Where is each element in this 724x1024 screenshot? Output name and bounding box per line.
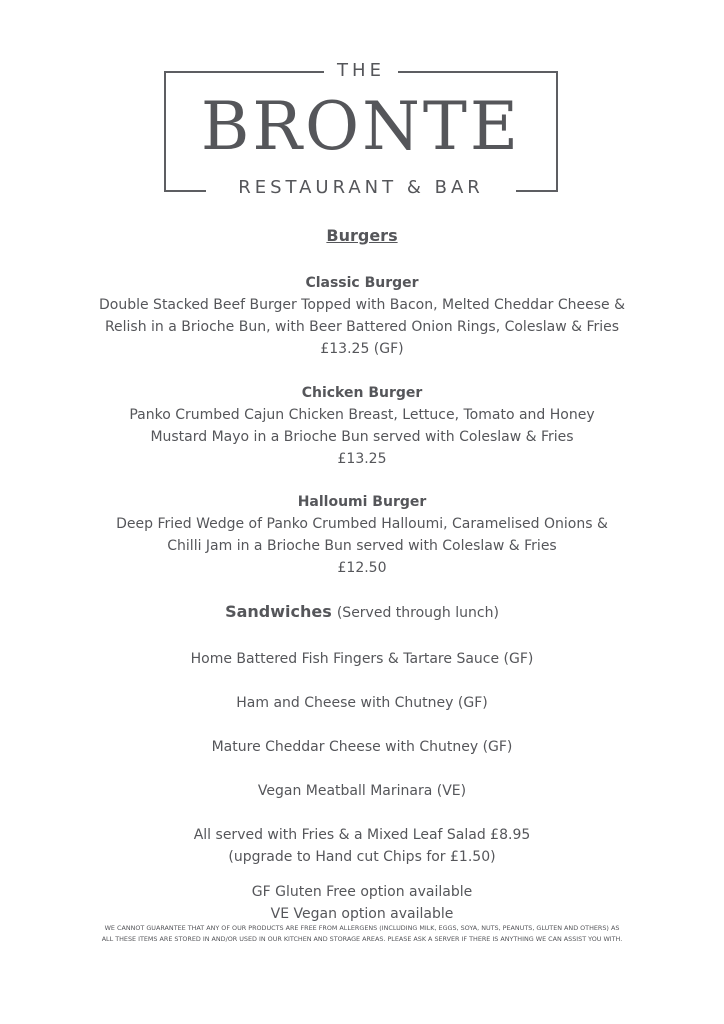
- sandwich-name: Home Battered Fish Fingers & Tartare Sauce (GF): [190, 651, 534, 667]
- sandwich-name: Mature Cheddar Cheese with Chutney (GF): [211, 739, 513, 755]
- sandwich-name: Ham and Cheese with Chutney (GF): [236, 695, 488, 711]
- disclaimer-line: ALL THESE ITEMS ARE STORED IN AND/OR USED IN OUR KITCHEN AND STORAGE AREAS. PLEASE ASK A SERVER IF THERE IS ANYTHING WE CAN ASSIST YOU WITH.: [101, 935, 623, 943]
- item-name: Chicken Burger: [301, 385, 423, 401]
- item-description: Relish in a Brioche Bun, with Beer Battered Onion Rings, Coleslaw & Fries: [104, 319, 620, 335]
- burgers-heading-block: [40, 226, 684, 245]
- upgrade-text: (upgrade to Hand cut Chips for £1.50): [228, 849, 496, 865]
- sandwiches-title: Sandwiches: [225, 602, 332, 621]
- menu-item-classic-burger: [40, 272, 684, 360]
- sandwich-name: Vegan Meatball Marinara (VE): [257, 783, 467, 799]
- sandwich-item: [40, 692, 684, 714]
- sandwiches-heading-block: [40, 602, 684, 621]
- sandwiches-note: (Served through lunch): [336, 605, 499, 621]
- item-name: Halloumi Burger: [297, 494, 427, 510]
- dietary-legend: [40, 881, 684, 925]
- restaurant-logo: [164, 60, 558, 198]
- logo-the: THE: [337, 60, 385, 81]
- item-description: Deep Fried Wedge of Panko Crumbed Halloumi, Caramelised Onions &: [116, 516, 608, 532]
- burgers-title: Burgers: [326, 226, 398, 245]
- menu-item-halloumi-burger: [40, 491, 684, 579]
- menu-item-chicken-burger: [40, 382, 684, 470]
- logo-name: BRONTE: [200, 88, 522, 165]
- item-description: Chilli Jam in a Brioche Bun served with Coleslaw & Fries: [167, 538, 557, 554]
- sandwich-item: [40, 780, 684, 802]
- item-price: £12.50: [337, 560, 387, 576]
- legend-vegan: VE Vegan option available: [270, 906, 454, 922]
- item-description: Double Stacked Beef Burger Topped with Bacon, Melted Cheddar Cheese &: [99, 297, 625, 313]
- item-price: £13.25: [337, 451, 387, 467]
- legend-gluten-free: GF Gluten Free option available: [251, 884, 473, 900]
- sandwich-item: [40, 648, 684, 670]
- allergen-disclaimer: [20, 923, 704, 945]
- item-name: Classic Burger: [305, 275, 419, 291]
- item-description: Mustard Mayo in a Brioche Bun served with Coleslaw & Fries: [150, 429, 574, 445]
- served-with-text: All served with Fries & a Mixed Leaf Salad £8.95: [193, 827, 531, 843]
- sandwich-item: [40, 736, 684, 758]
- sandwiches-served-with: [40, 824, 684, 868]
- logo-subtitle: RESTAURANT & BAR: [238, 177, 484, 198]
- item-price: £13.25 (GF): [320, 341, 404, 357]
- item-description: Panko Crumbed Cajun Chicken Breast, Lettuce, Tomato and Honey: [129, 407, 595, 423]
- disclaimer-line: WE CANNOT GUARANTEE THAT ANY OF OUR PRODUCTS ARE FREE FROM ALLERGENS (INCLUDING MILK, EGGS, SOYA, NUTS, PEANUTS, GLUTEN AND OTHERS) AS: [104, 924, 620, 932]
